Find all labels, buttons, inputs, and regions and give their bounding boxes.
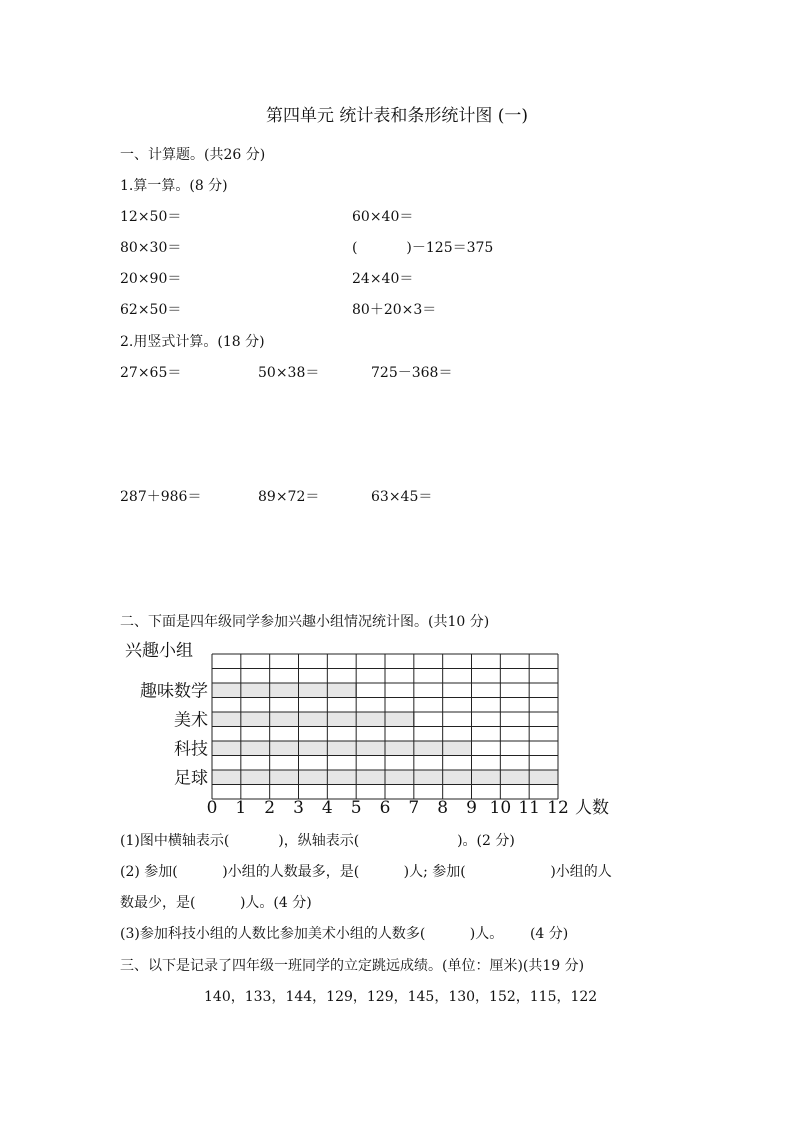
calc-item: 62×50＝ [120, 302, 182, 318]
bar [212, 683, 356, 698]
q2-label: 2.用竖式计算。(18 分) [120, 334, 265, 350]
part2-question-2: (2) 参加( )小组的人数最多，是( )人; 参加( )小组的人 [120, 864, 612, 880]
calc-item-fill-blank [352, 241, 493, 255]
x-axis-title: 人数 [575, 798, 609, 818]
part2-question-2-cont: 数最少，是( )人。(4 分) [120, 895, 312, 911]
jump-records: 140，133，144，129，129，145，130，152，115，122 [204, 989, 598, 1005]
vertical-calc-item: 287＋986＝ [120, 489, 202, 505]
calc-item: 80×30＝ [120, 240, 182, 256]
calc-item: 80＋20×3＝ [352, 302, 437, 318]
vertical-calc-item: 50×38＝ [258, 365, 320, 381]
category-label: 趣味数学 [140, 681, 208, 702]
bar-chart [0, 632, 794, 832]
vertical-calc-item: 27×65＝ [120, 365, 182, 381]
x-tick-label: 6 [379, 798, 391, 818]
calc-item: 24×40＝ [352, 271, 414, 287]
bar [212, 712, 414, 727]
category-label: 足球 [174, 768, 208, 789]
calc-item: 20×90＝ [120, 271, 182, 287]
calc-item: 12×50＝ [120, 209, 182, 225]
answer-blank: ( ) [352, 240, 412, 256]
x-tick-label: 5 [350, 798, 362, 818]
part2-heading: 二、下面是四年级同学参加兴趣小组情况统计图。(共10 分) [120, 614, 490, 630]
x-tick-label: 1 [235, 798, 247, 818]
x-tick-label: 11 [518, 798, 540, 818]
part2-question-3: (3)参加科技小组的人数比参加美术小组的人数多( )人。 (4 分) [120, 926, 569, 942]
x-tick-label: 9 [466, 798, 477, 818]
vertical-calc-item: 89×72＝ [258, 489, 320, 505]
category-label: 科技 [174, 739, 208, 760]
x-tick-label: 10 [489, 798, 512, 818]
page-title: 第四单元 统计表和条形统计图 (一) [265, 106, 529, 126]
category-label: 美术 [174, 710, 208, 731]
vertical-calc-item: 63×45＝ [371, 489, 433, 505]
x-tick-label: 7 [408, 798, 420, 818]
x-tick-label: 0 [206, 798, 218, 818]
x-tick-label: 8 [437, 798, 449, 818]
q1-label: 1.算一算。(8 分) [120, 178, 228, 194]
bar [212, 741, 472, 756]
y-axis-title: 兴趣小组 [125, 641, 193, 661]
part3-heading: 三、以下是记录了四年级一班同学的立定跳远成绩。(单位：厘米)(共19 分) [120, 958, 585, 974]
calc-item-rest: －125＝375 [411, 240, 494, 256]
part2-question-1: (1)图中横轴表示( )，纵轴表示( )。(2 分) [120, 833, 515, 849]
x-tick-label: 12 [547, 798, 569, 818]
calc-item: 60×40＝ [352, 209, 414, 225]
x-tick-label: 4 [321, 798, 333, 818]
part1-heading: 一、计算题。(共26 分) [120, 147, 266, 163]
vertical-calc-item: 725－368＝ [371, 365, 453, 381]
x-tick-label: 3 [293, 798, 304, 818]
x-tick-label: 2 [264, 798, 276, 818]
